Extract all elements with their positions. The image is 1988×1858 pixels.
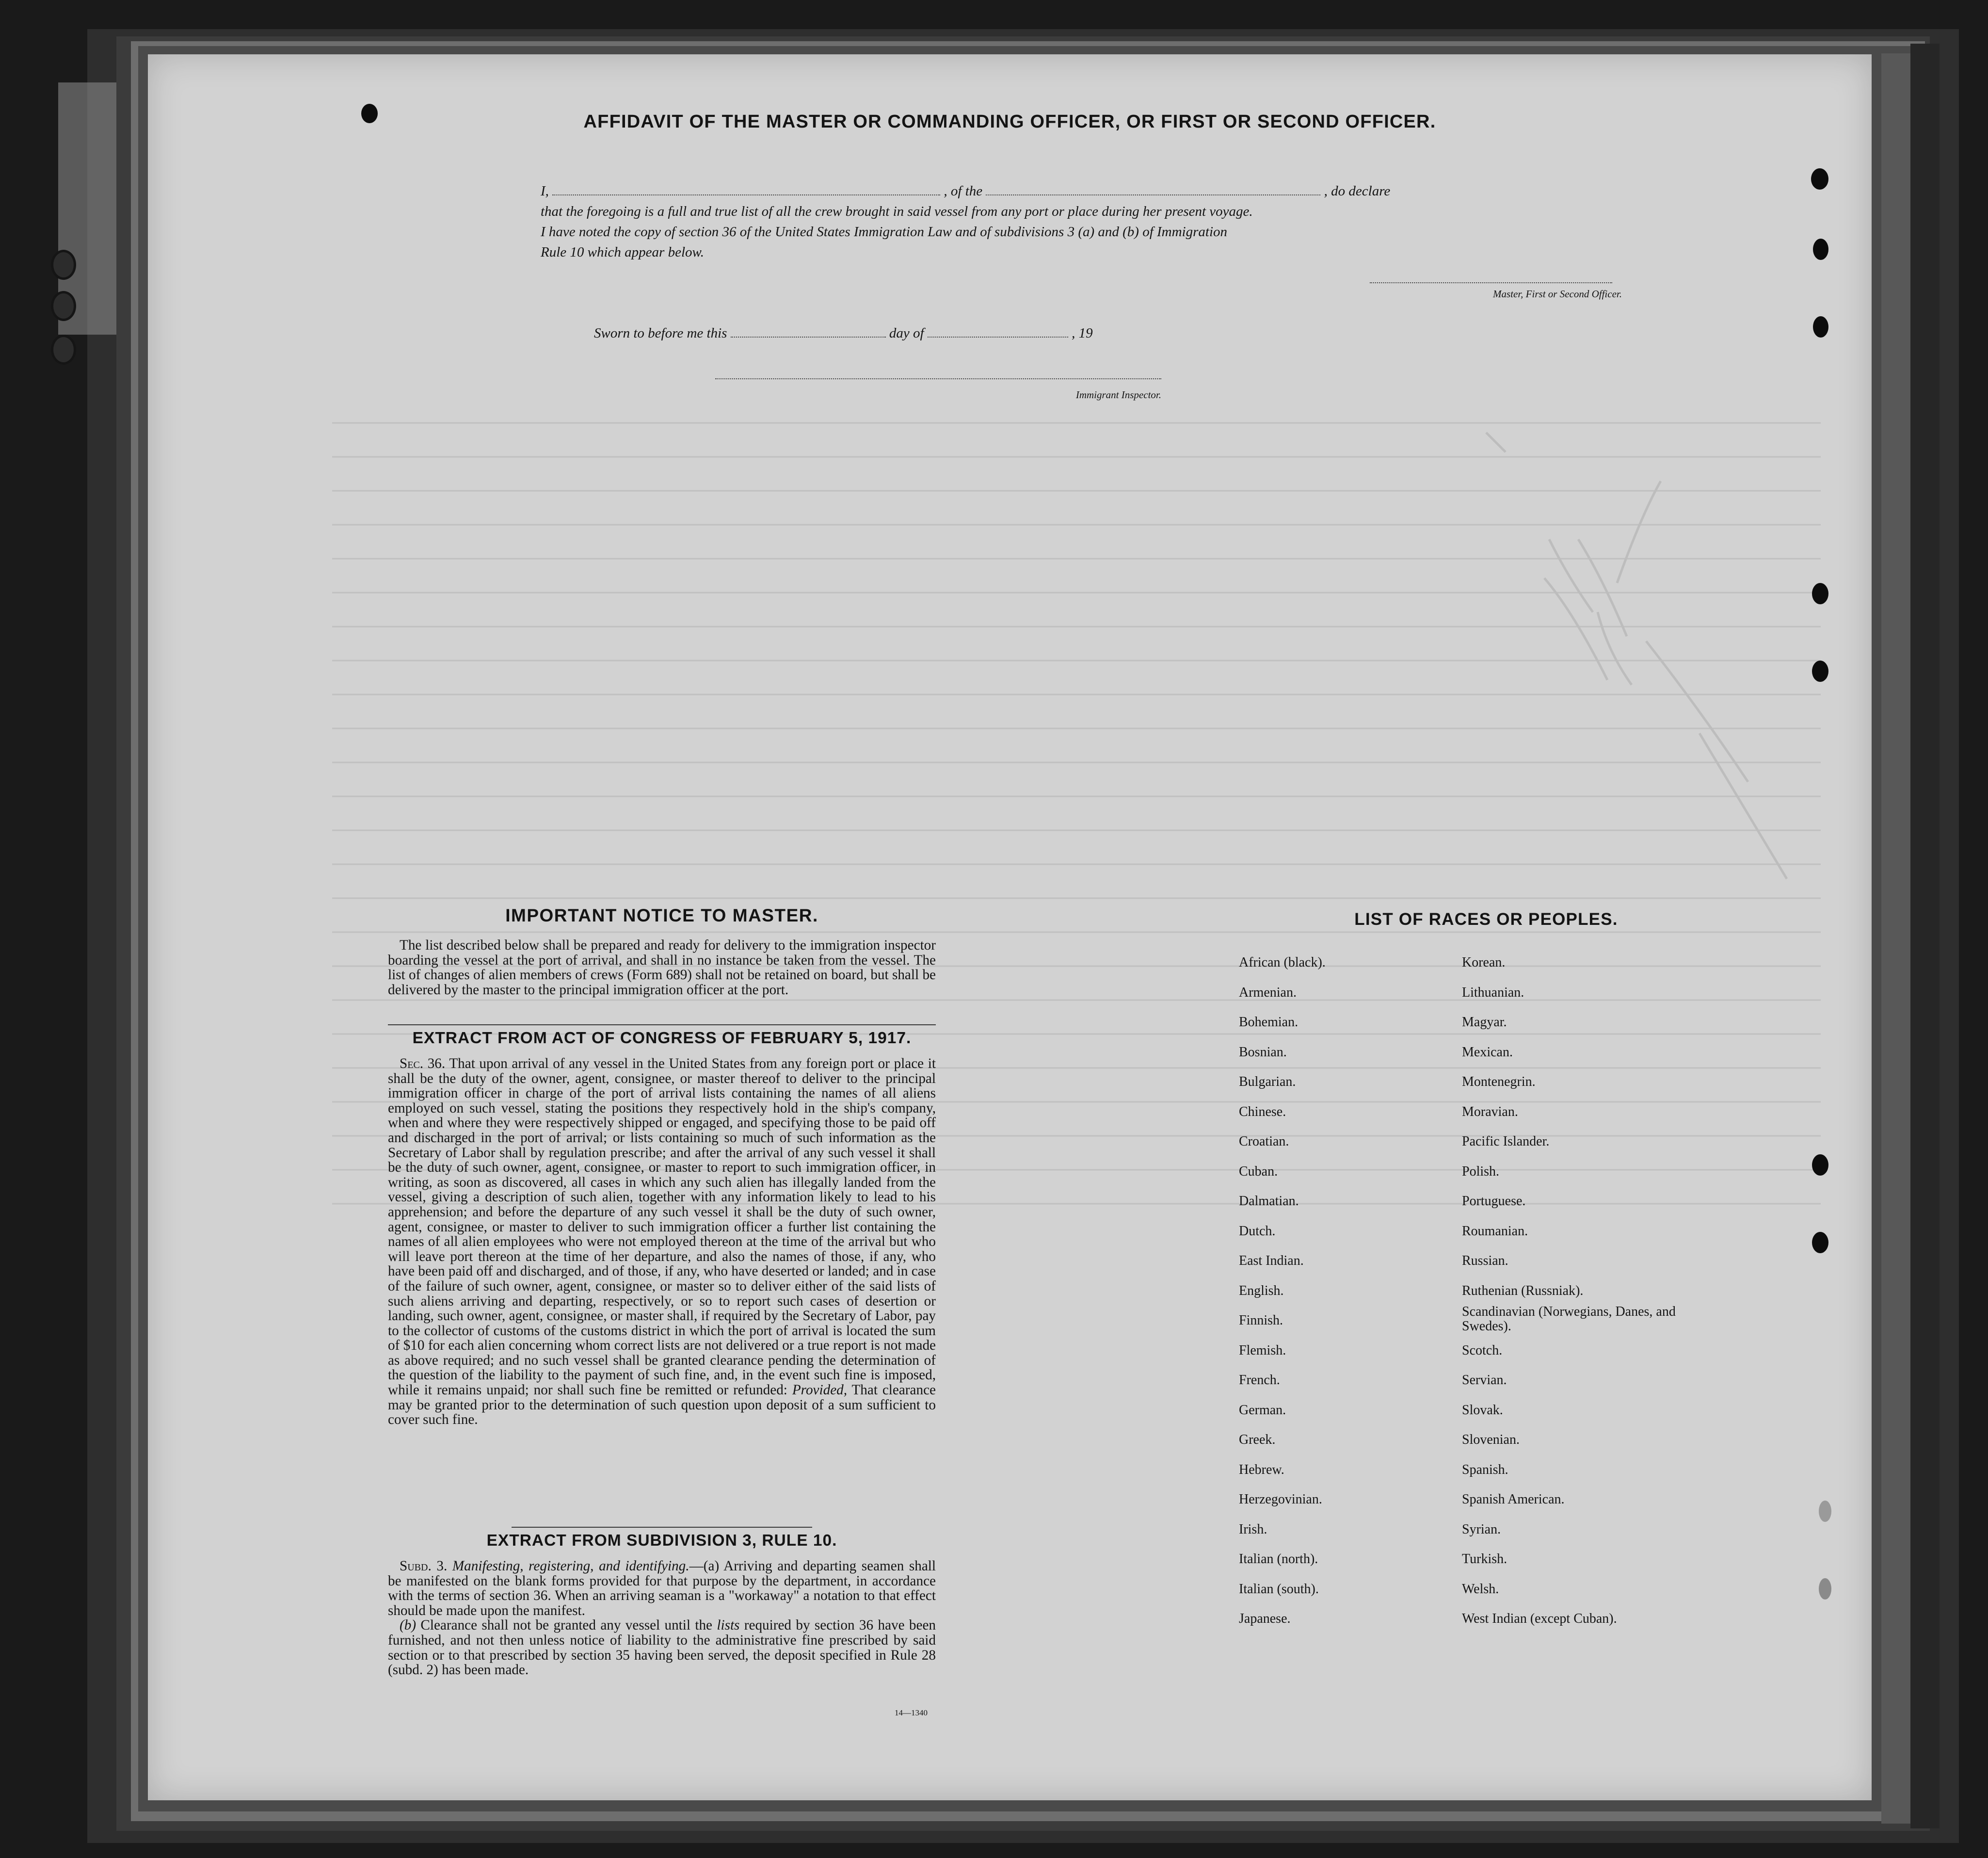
race-item: African (black). <box>1239 955 1326 970</box>
race-item: French. <box>1239 1373 1280 1388</box>
lists-word: lists <box>717 1617 740 1633</box>
punch-hole <box>1819 1501 1831 1522</box>
affidavit-i: I, <box>541 183 549 199</box>
section-divider <box>388 1024 936 1025</box>
act-extract-title: EXTRACT FROM ACT OF CONGRESS OF FEBRUARY 5, 1917. <box>412 1029 912 1047</box>
vessel-name-blank <box>986 194 1320 195</box>
immigrant-inspector-label: Immigrant Inspector. <box>1075 389 1161 401</box>
sworn-text: Sworn to before me this <box>594 325 727 341</box>
race-item: German. <box>1239 1402 1286 1418</box>
affidavit-line-4: Rule 10 which appear below. <box>541 244 704 260</box>
form-number: 14—1340 <box>895 1708 928 1717</box>
race-item: Dutch. <box>1239 1223 1276 1239</box>
signature-line <box>1370 282 1612 283</box>
act-extract-text <box>388 1056 936 1427</box>
year-text: , 19 <box>1072 325 1093 341</box>
day-blank <box>731 336 886 338</box>
race-item: Italian (south). <box>1239 1581 1319 1597</box>
important-notice-text <box>388 938 936 997</box>
race-item: Croatian. <box>1239 1134 1289 1149</box>
race-item: Portuguese. <box>1462 1194 1526 1209</box>
section-36-ending: That clearance may be granted prior to the determination of such question upon deposit of a sum sufficient to cover such fine. <box>388 1382 936 1428</box>
race-item: Italian (north). <box>1239 1551 1318 1567</box>
race-item: Finnish. <box>1239 1313 1283 1328</box>
important-notice-title: IMPORTANT NOTICE TO MASTER. <box>505 905 818 925</box>
punch-hole <box>1812 1232 1828 1253</box>
document-page <box>148 54 1872 1800</box>
affidavit-line-1 <box>541 181 1646 201</box>
race-item: Hebrew. <box>1239 1462 1284 1477</box>
race-item: Flemish. <box>1239 1342 1286 1358</box>
race-item: Syrian. <box>1462 1521 1501 1537</box>
affidavit-title: AFFIDAVIT OF THE MASTER OR COMMANDING OFFICER, OR FIRST OR SECOND OFFICER. <box>583 112 1436 132</box>
subdivision-a-paragraph <box>388 1559 936 1618</box>
race-item: Japanese. <box>1239 1611 1291 1626</box>
affidavit-line-2: that the foregoing is a full and true list of all the crew brought in said vessel from any port or place during her present voyage. <box>541 204 1253 219</box>
punch-hole <box>361 104 378 123</box>
race-item: Ruthenian (Russniak). <box>1462 1283 1584 1298</box>
punch-hole <box>1812 583 1828 604</box>
subdivision-b-label: (b) <box>400 1617 417 1633</box>
race-item: Montenegrin. <box>1462 1074 1536 1089</box>
provided-word: Provided, <box>792 1382 848 1398</box>
race-item: West Indian (except Cuban). <box>1462 1611 1617 1626</box>
punch-hole <box>1812 661 1828 682</box>
race-item: Spanish. <box>1462 1462 1508 1477</box>
race-item: Bulgarian. <box>1239 1074 1296 1089</box>
subdivision-b-text-2: required by section 36 have been furnished, and not then unless notice of liability to the administrative fine prescribed by said section or to that prescribed by section 35 having been served, the deposit specified in Rule 28 (subd. 2) has been made. <box>388 1617 936 1678</box>
subdivision-label: Subd. 3. <box>400 1558 448 1574</box>
races-list-title: LIST OF RACES OR PEOPLES. <box>1354 910 1618 929</box>
subdivision-b-text-1: Clearance shall not be granted any vessel until the <box>420 1617 713 1633</box>
race-item: Slovak. <box>1462 1402 1503 1418</box>
race-item: East Indian. <box>1239 1253 1304 1268</box>
rule-extract-text <box>388 1559 936 1678</box>
race-item: Roumanian. <box>1462 1223 1528 1239</box>
race-item: Moravian. <box>1462 1104 1518 1119</box>
race-item: Lithuanian. <box>1462 985 1524 1000</box>
race-item: Korean. <box>1462 955 1506 970</box>
binding-hole <box>51 335 76 365</box>
race-item: Polish. <box>1462 1163 1500 1179</box>
race-item: Mexican. <box>1462 1044 1513 1060</box>
rule-extract-title: EXTRACT FROM SUBDIVISION 3, RULE 10. <box>486 1532 837 1550</box>
subdivision-b-paragraph <box>388 1618 936 1677</box>
race-item: Irish. <box>1239 1521 1267 1537</box>
race-item: Russian. <box>1462 1253 1508 1268</box>
notice-paragraph: The list described below shall be prepared and ready for delivery to the immigration inspector boarding the vessel at the port of arrival, and shall in no instance be taken from the vessel. The list of changes of alien members of crews (Form 689) shall not be retained on board, but shall be delivered by the master to the principal immigration officer at the port. <box>388 937 936 998</box>
race-item: Slovenian. <box>1462 1432 1520 1447</box>
inspector-signature-line <box>715 378 1161 379</box>
binding-hole <box>51 250 76 280</box>
race-item: Magyar. <box>1462 1015 1507 1030</box>
race-item: Spanish American. <box>1462 1492 1565 1507</box>
master-signature-label: Master, First or Second Officer. <box>1493 288 1622 300</box>
race-item: Scandinavian (Norwegians, Danes, and Swedes). <box>1462 1304 1676 1334</box>
affidavit-of-the: , of the <box>944 183 983 199</box>
race-item: Chinese. <box>1239 1104 1286 1119</box>
binding-hole <box>51 291 76 321</box>
race-item: Cuban. <box>1239 1163 1278 1179</box>
race-item: Herzegovinian. <box>1239 1492 1322 1507</box>
sworn-line <box>594 323 1321 343</box>
section-divider <box>512 1527 812 1528</box>
race-item: Pacific Islander. <box>1462 1134 1550 1149</box>
punch-hole <box>1811 168 1828 190</box>
race-item: Welsh. <box>1462 1581 1499 1597</box>
punch-hole <box>1819 1578 1831 1599</box>
race-item: Bosnian. <box>1239 1044 1287 1060</box>
race-item: Scotch. <box>1462 1342 1503 1358</box>
race-item: Dalmatian. <box>1239 1194 1299 1209</box>
affidavit-declare: , do declare <box>1324 183 1391 199</box>
race-item: Armenian. <box>1239 985 1297 1000</box>
race-item: Turkish. <box>1462 1551 1507 1567</box>
race-item: Servian. <box>1462 1373 1507 1388</box>
punch-hole <box>1812 1154 1828 1176</box>
subdivision-heading: Manifesting, registering, and identifying. <box>452 1558 689 1574</box>
master-name-blank <box>552 194 940 195</box>
section-label: Sec. 36. <box>400 1056 446 1071</box>
punch-hole <box>1813 316 1828 338</box>
punch-hole <box>1813 239 1828 260</box>
race-item: Greek. <box>1239 1432 1276 1447</box>
day-of-text: day of <box>889 325 924 341</box>
subdivision-a-text: —(a) Arriving and departing seamen shall be manifested on the blank forms provided for that purpose by the department, in accordance with the terms of section 36. When an arriving seaman is a "workaway" a notation to that effect should be made upon the manifest. <box>388 1558 936 1618</box>
section-36-paragraph <box>388 1056 936 1427</box>
section-36-body: That upon arrival of any vessel in the United States from any foreign port or place it shall be the duty of the owner, agent, consignee, or master thereof to deliver to the principal immigration officer in charge of the port of arrival lists containing the names of all aliens employed on such vessel, stating the positions they respectively hold in the ship's company, when and where they were respectively shipped or engaged, and specifying those to be paid off and discharged in the port of arrival; or lists containing so much of such information as the Secretary of Labor shall by regulation prescribe; and after the arrival of any such vessel it shall be the duty of such owner, agent, consignee, or master to report to such immigration officer, in writing, as soon as discovered, all cases in which any such alien has illegally landed from the vessel, giving a description of such alien, together with any information likely to lead to his apprehension; and before the departure of any such vessel it shall be the duty of such owner, agent, consignee, or master to deliver to such immigration officer a further list containing the names of all alien employees who were not employed thereon at the time of the arrival but who will leave port thereon at the time of her departure, and also the names of those, if any, who have been paid off and discharged, and of those, if any, who have deserted or landed; and in case of the failure of such owner, agent, consignee, or master so to deliver either of the said lists of such aliens arriving and departing, respectively, or so to report such cases of desertion or landing, such owner, agent, consignee, or master shall, if required by the Secretary of Labor, pay to the collector of customs of the customs district in which the port of arrival is located the sum of $10 for each alien concerning whom correct lists are not delivered or a true report is not made as above required; and no such vessel shall be granted clearance pending the determination of the question of the liability to the payment of such fine, and, in the event such fine is imposed, while it remains unpaid; nor shall such fine be remitted or refunded: <box>388 1056 936 1398</box>
race-item: English. <box>1239 1283 1284 1298</box>
affidavit-line-3: I have noted the copy of section 36 of the United States Immigration Law and of subdivisions 3 (a) and (b) of Immigration <box>541 224 1228 240</box>
month-blank <box>928 336 1068 338</box>
race-item: Bohemian. <box>1239 1015 1299 1030</box>
